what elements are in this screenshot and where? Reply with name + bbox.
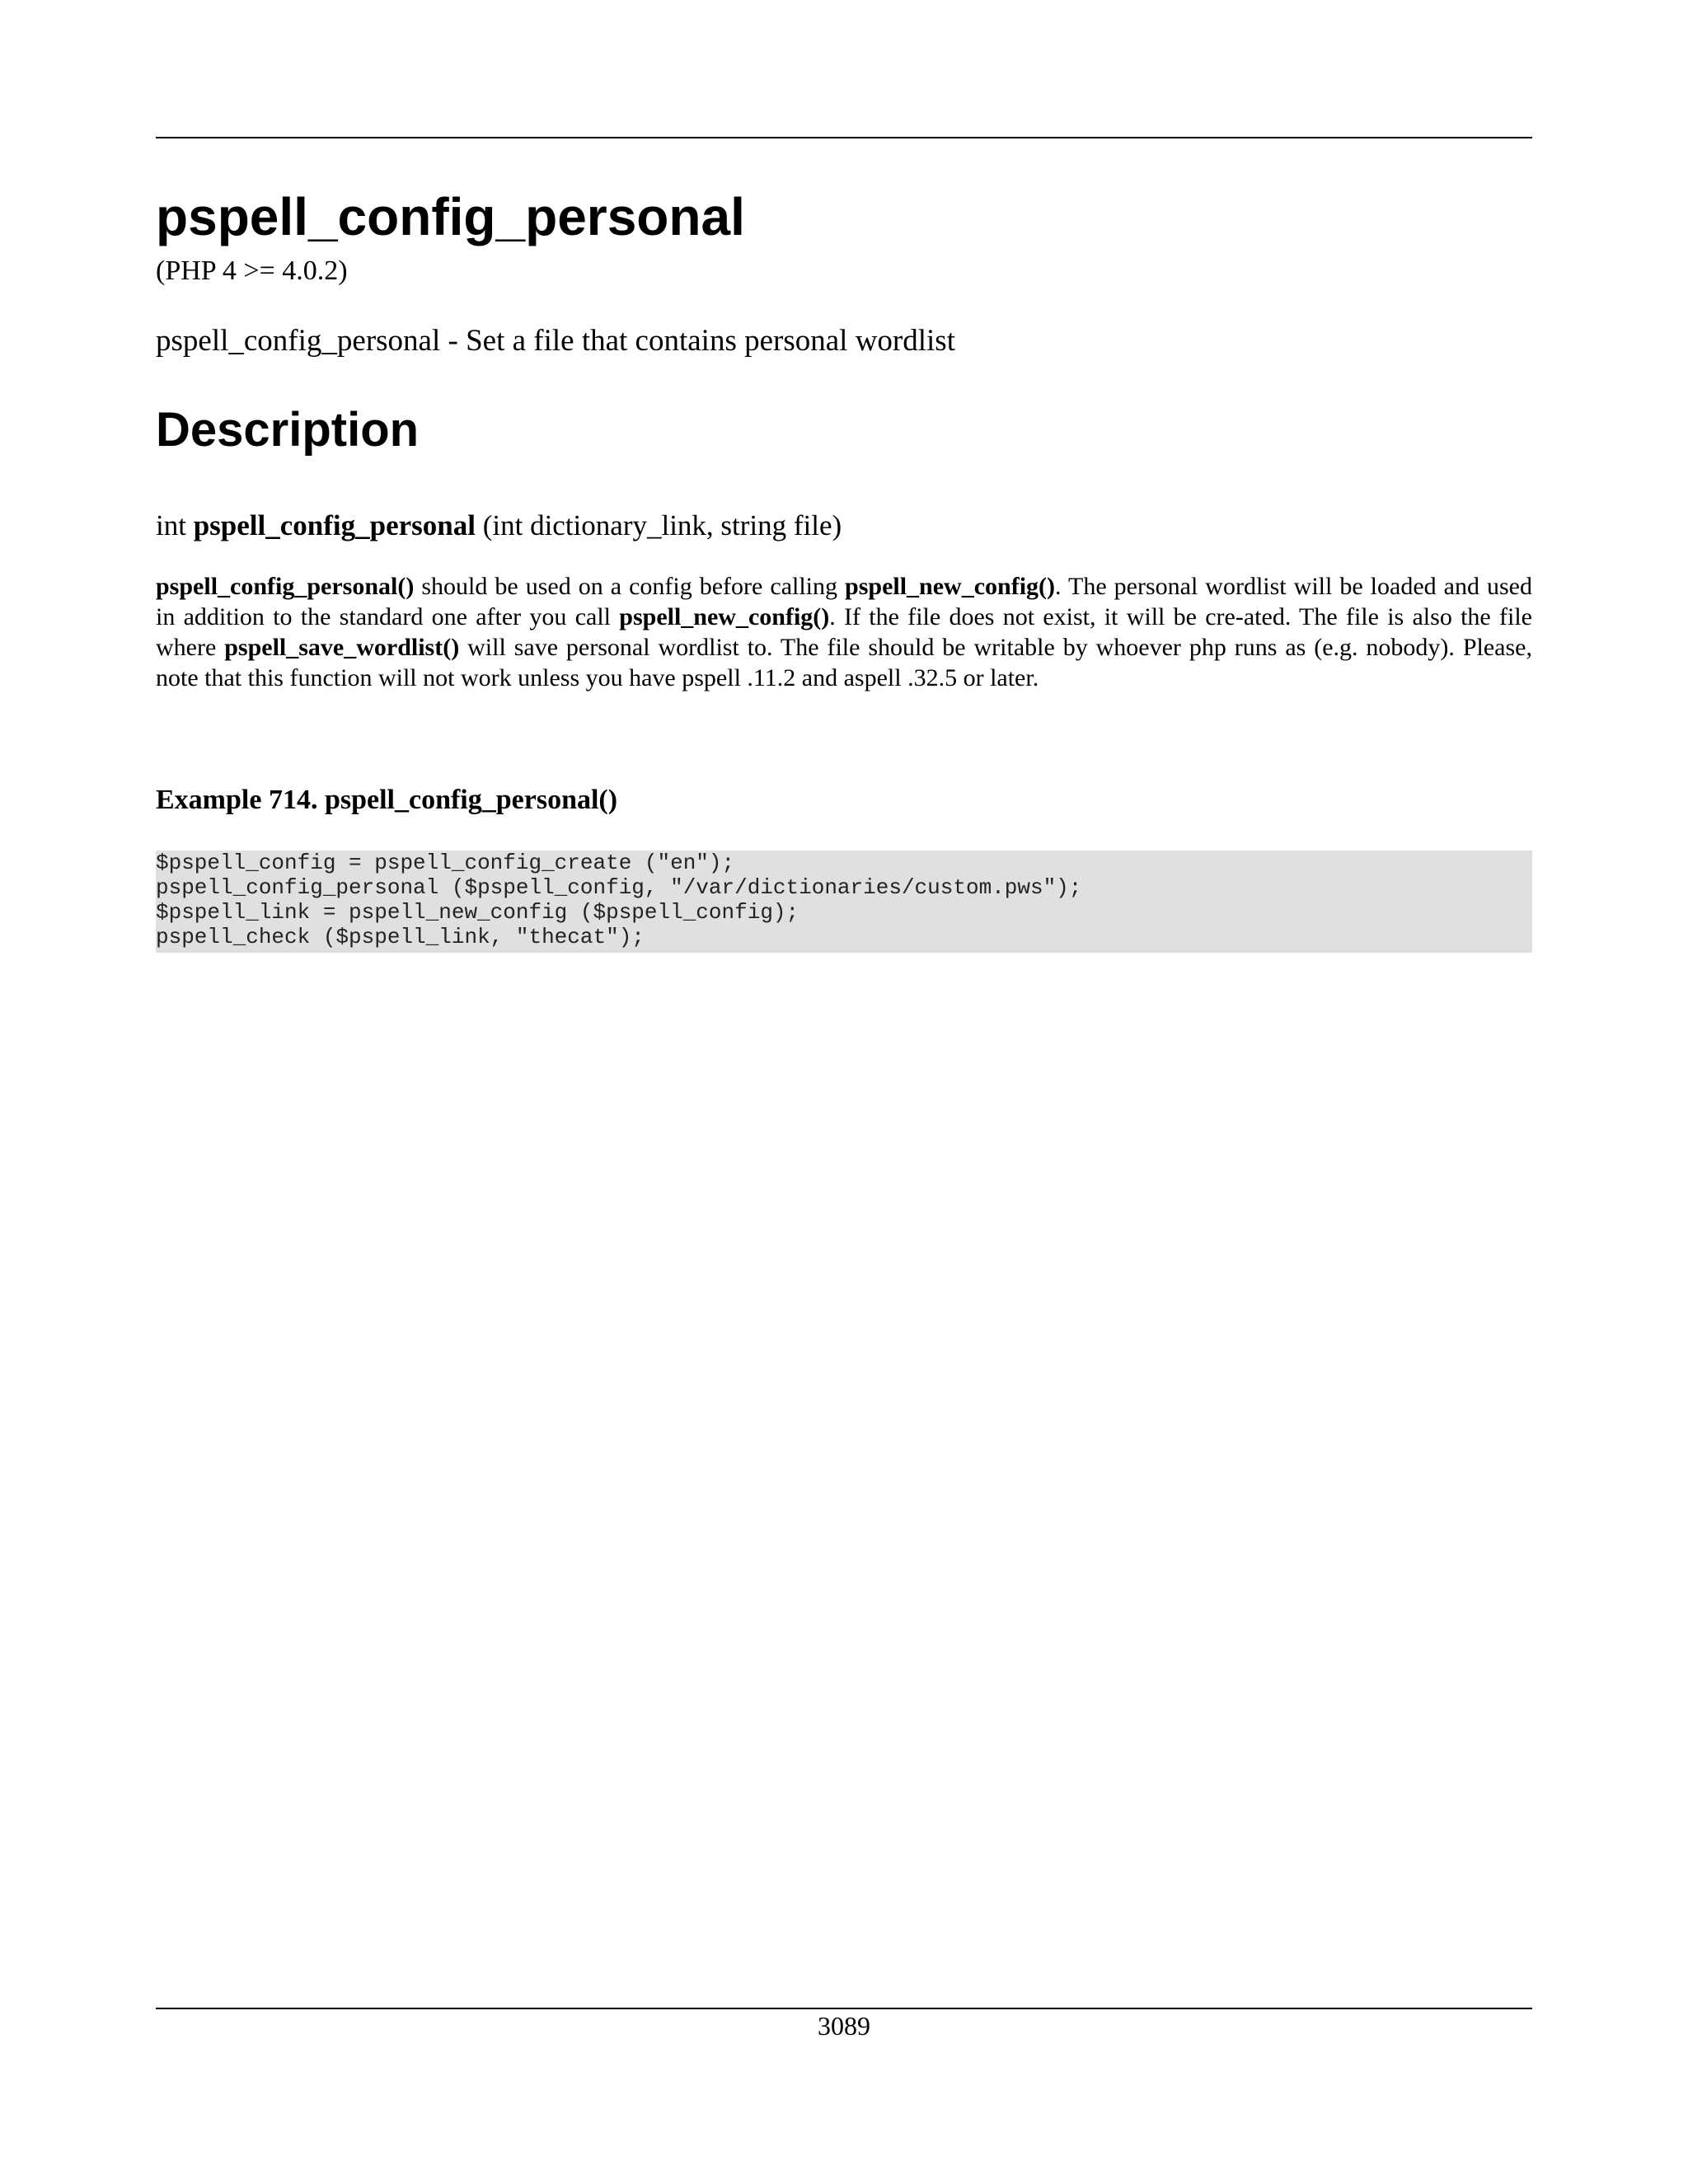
function-ref: pspell_new_config()	[845, 573, 1056, 600]
page-title: pspell_config_personal	[156, 187, 745, 246]
paragraph-text: . If the file does not exist, it will be cre-ated. The file is also the file where	[156, 603, 1532, 661]
code-block	[156, 851, 1532, 953]
code-line: pspell_check ($pspell_link, "thecat");	[156, 925, 645, 949]
code-line: $pspell_config = pspell_config_create ("en");	[156, 851, 735, 875]
function-ref: pspell_config_personal()	[156, 573, 415, 600]
function-name: pspell_config_personal	[193, 509, 476, 541]
function-ref: pspell_new_config()	[619, 603, 830, 630]
paragraph-text: . The personal wordlist will be loaded and used in addition to the standard one after you call	[156, 573, 1532, 630]
paragraph-text: should be used on a config before calling	[414, 573, 846, 600]
top-rule	[156, 137, 1532, 138]
function-ref: pspell_save_wordlist()	[224, 634, 460, 661]
paragraph-text: will save personal wordlist to. The file should be writable by whoever php runs as (e.g. nobody). Please, note that this function will not work unless you have pspell .11.2 and aspell .32.5 or later.	[156, 634, 1532, 691]
refpurpose: pspell_config_personal - Set a file that contains personal wordlist	[156, 324, 955, 358]
version-info: (PHP 4 >= 4.0.2)	[156, 255, 348, 286]
function-synopsis	[156, 509, 842, 542]
return-type: int	[156, 509, 194, 541]
page-number: 3089	[818, 2011, 870, 2041]
code-line: $pspell_link = pspell_new_config ($pspell_config);	[156, 900, 799, 925]
description-paragraph	[156, 571, 1532, 693]
code-line: pspell_config_personal ($pspell_config, "/var/dictionaries/custom.pws");	[156, 875, 1082, 900]
description-heading: Description	[156, 403, 420, 457]
function-params: (int dictionary_link, string file)	[475, 509, 842, 541]
bottom-rule	[156, 2008, 1532, 2009]
example-title: Example 714. pspell_config_personal()	[156, 785, 618, 815]
